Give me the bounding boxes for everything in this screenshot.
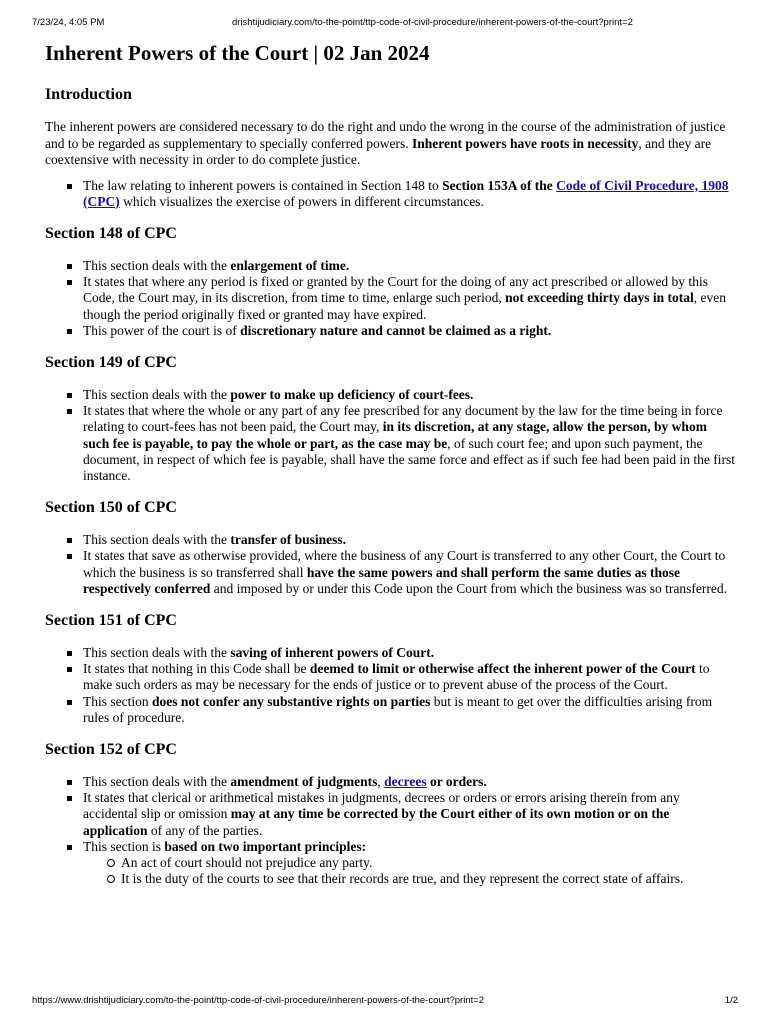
principles-sublist: [83, 855, 735, 887]
introduction-bullets: [45, 178, 735, 210]
sub-list-item: An act of court should not prejudice any party.: [121, 855, 735, 871]
section-152-bullets: [45, 774, 735, 887]
bold-text: in its discretion, at any stage, allow the person, by whom such fee is payable, to pay the whole or part, as the case may be: [83, 419, 707, 451]
list-item: It states that save as otherwise provided, where the business of any Court is transferred to any other Court, the Court to which the business is so transferred shall have the same powers and shall perform the same duties as those respectively conferred and imposed by or under this Code upon the Court from which the business was so transferred.: [83, 548, 735, 597]
list-item-text: This section is based on two important principles:: [83, 838, 367, 854]
inline-link[interactable]: decrees: [384, 773, 427, 789]
page-number: 1/2: [724, 995, 738, 1006]
list-item: This section deals with the power to make up deficiency of court-fees.: [83, 387, 735, 403]
bold-text: based on two important principles:: [164, 838, 367, 854]
print-footer: [32, 995, 738, 1009]
section-149-bullets: [45, 387, 735, 484]
print-header: [32, 17, 738, 31]
section-148-bullets: [45, 258, 735, 339]
list-item: This power of the court is of discretionary nature and cannot be claimed as a right.: [83, 323, 735, 339]
bold-text: have the same powers and shall perform the same duties as those respectively conferred: [83, 564, 680, 596]
inline-link[interactable]: Code of Civil Procedure, 1908 (CPC): [83, 177, 729, 209]
section-150-bullets: [45, 532, 735, 597]
bold-text: discretionary nature and cannot be claimed as a right.: [240, 322, 552, 338]
bold-text: not exceeding thirty days in total: [505, 290, 694, 306]
list-item: It states that nothing in this Code shall be deemed to limit or otherwise affect the inherent power of the Court to make such orders as may be necessary for the ends of justice or to prevent abuse of the process of the Court.: [83, 661, 735, 693]
list-item: This section deals with the saving of inherent powers of Court.: [83, 645, 735, 661]
list-item: This section deals with the enlargement of time.: [83, 258, 735, 274]
section-150-heading: Section 150 of CPC: [45, 499, 177, 517]
bold-text: Inherent powers have roots in necessity: [412, 135, 639, 151]
list-item: This section deals with the transfer of business.: [83, 532, 735, 548]
list-item: It states that where any period is fixed or granted by the Court for the doing of any act prescribed or allowed by this Code, the Court may, in its discretion, from time to time, enlarge such period, not exceeding thirty days in total, even though the period originally fixed or granted may have expired.: [83, 274, 735, 323]
print-footer-url: https://www.drishtijudiciary.com/to-the-point/ttp-code-of-civil-procedure/inherent-powers-of-the-court?print=2: [32, 995, 485, 1006]
list-item: It states that where the whole or any part of any fee prescribed for any document by the law for the time being in force relating to court-fees has not been paid, the Court may, in its discretion, at any stage, allow the person, by whom such fee is payable, to pay the whole or part, as the case may be, of such court fee; and upon such payment, the document, in respect of which fee is payable, shall have the same force and effect as if such fee had been paid in the first instance.: [83, 403, 735, 483]
section-148-heading: Section 148 of CPC: [45, 224, 177, 242]
print-header-url: drishtijudiciary.com/to-the-point/ttp-code-of-civil-procedure/inherent-powers-of-the-court?print=2: [232, 17, 633, 28]
section-149-heading: Section 149 of CPC: [45, 353, 177, 371]
introduction-heading: Introduction: [45, 86, 132, 103]
introduction-paragraph: The inherent powers are considered necessary to do the right and undo the wrong in the course of the administration of justice and to be regarded as supplementary to specially conferred powers. Inherent powers have roots in necessity, and they are coextensive with necessity in order to do complete justice.: [45, 119, 726, 167]
bold-text: enlargement of time.: [230, 257, 350, 273]
bold-text: transfer of business.: [230, 532, 346, 548]
list-item: This section does not confer any substantive rights on parties but is meant to get over the difficulties arising from rules of procedure.: [83, 694, 735, 726]
list-item: The law relating to inherent powers is contained in Section 148 to Section 153A of the Code of Civil Procedure, 1908 (CPC) which visualizes the exercise of powers in different circumstances.: [83, 178, 735, 210]
section-151-bullets: [45, 645, 735, 726]
bold-text: may at any time be corrected by the Court either of its own motion or on the application: [83, 806, 670, 838]
sub-list-item: It is the duty of the courts to see that their records are true, and they represent the correct state of affairs.: [121, 871, 735, 887]
page-title: Inherent Powers of the Court | 02 Jan 2024: [45, 41, 430, 65]
bold-text: Section 153A of the: [442, 177, 557, 193]
bold-text: or orders.: [426, 773, 487, 789]
section-151-heading: Section 151 of CPC: [45, 611, 177, 629]
bold-text: saving of inherent powers of Court.: [230, 644, 435, 660]
bold-text: does not confer any substantive rights on parties: [152, 693, 431, 709]
list-item: [83, 839, 735, 888]
article: [45, 40, 735, 887]
list-item: It states that clerical or arithmetical mistakes in judgments, decrees or orders or errors arising therein from any accidental slip or omission may at any time be corrected by the Court either of its own motion or on the application of any of the parties.: [83, 790, 735, 839]
bold-text: power to make up deficiency of court-fees.: [230, 386, 474, 402]
bold-text: amendment of judgments: [230, 773, 378, 789]
list-item: This section deals with the amendment of judgments, decrees or orders.: [83, 774, 735, 790]
bold-text: deemed to limit or otherwise affect the inherent power of the Court: [309, 661, 696, 677]
print-date: 7/23/24, 4:05 PM: [32, 17, 105, 28]
section-152-heading: Section 152 of CPC: [45, 740, 177, 758]
